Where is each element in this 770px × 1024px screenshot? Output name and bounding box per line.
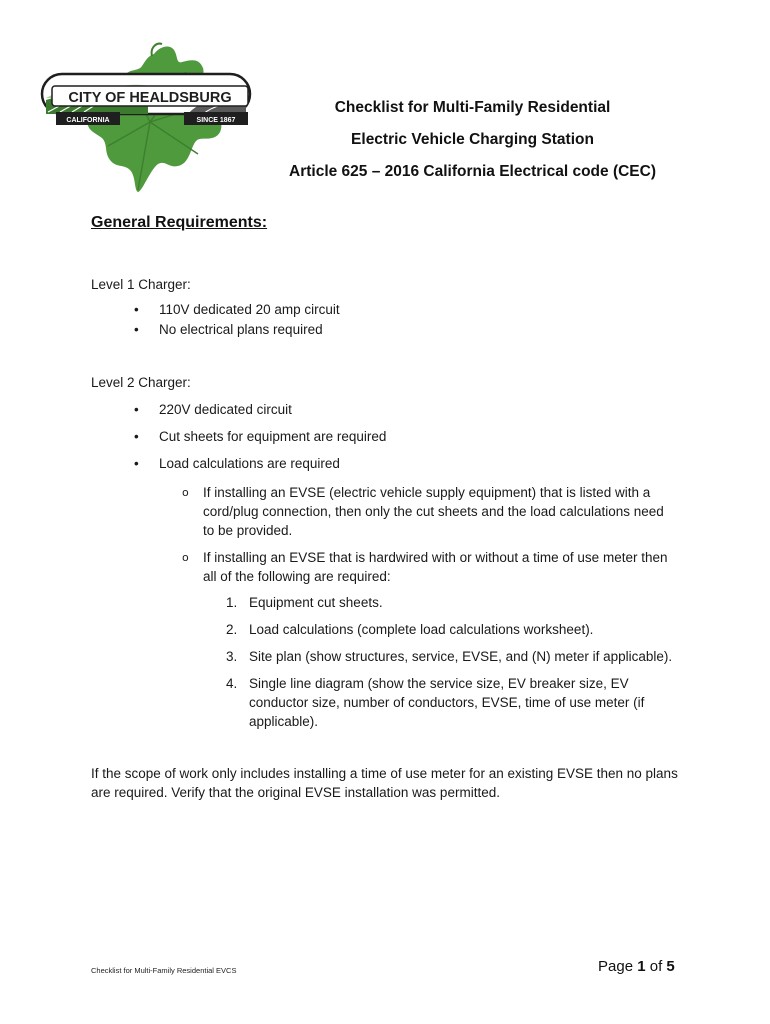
- numbered-item-1: [226, 593, 686, 612]
- sub-item-text: If installing an EVSE that is hardwired with or without a time of use meter then all of the following are required:: [203, 550, 668, 584]
- list-item: • No electrical plans required: [134, 320, 340, 340]
- sub-item-text: If installing an EVSE (electric vehicle supply equipment) that is listed with a cord/plug connection, then only the cut sheets and the load calculations need to be provided.: [203, 485, 664, 538]
- page-total: 5: [666, 958, 675, 975]
- title-line-1: Checklist for Multi-Family Residential: [334, 99, 611, 116]
- level2-list: [134, 400, 386, 473]
- page-word: Page: [598, 958, 634, 975]
- item-number: 4.: [226, 676, 238, 691]
- item-number: 3.: [226, 649, 238, 664]
- title-line-3: Article 625 – 2016 California Electrical code (CEC): [289, 163, 656, 180]
- list-item: • Load calculations are required: [134, 454, 386, 473]
- sub-item-hardwired: [182, 548, 672, 586]
- logo-california-text: CALIFORNIA: [66, 117, 110, 124]
- level1-label: Level 1 Charger:: [91, 277, 191, 292]
- sub-item-cord-plug: [182, 483, 672, 540]
- page-of-word: of: [649, 958, 663, 975]
- item-number: 2.: [226, 622, 238, 637]
- logo-city-name: CITY OF HEALDSBURG: [68, 90, 232, 106]
- page-current: 1: [637, 958, 646, 975]
- item-text: Single line diagram (show the service size, EV breaker size, EV conductor size, number of conductors, EVSE, time of use meter (if applicable).: [249, 676, 645, 729]
- sub-bullet-marker: o: [182, 486, 189, 499]
- section-heading: General Requirements:: [91, 214, 268, 231]
- city-of-healdsburg-logo: [38, 42, 263, 194]
- title-line-2: Electric Vehicle Charging Station: [351, 131, 594, 148]
- list-item: • Cut sheets for equipment are required: [134, 427, 386, 446]
- numbered-item-3: [226, 647, 686, 666]
- logo-since-text: SINCE 1867: [196, 117, 236, 124]
- numbered-item-4: [226, 674, 686, 731]
- item-text: Load calculations (complete load calculations worksheet).: [249, 622, 594, 637]
- document-title: [275, 92, 670, 188]
- closing-paragraph: If the scope of work only includes installing a time of use meter for an existing EVSE then no plans are required. Verify that the original EVSE installation was permitted.: [91, 766, 678, 800]
- list-item: • 220V dedicated circuit: [134, 400, 386, 419]
- page-number: [598, 958, 675, 975]
- sub-bullet-marker: o: [182, 551, 189, 564]
- level2-label: Level 2 Charger:: [91, 375, 191, 390]
- item-text: Site plan (show structures, service, EVSE, and (N) meter if applicable).: [249, 649, 673, 664]
- footer-document-name: Checklist for Multi-Family Residential EVCS: [91, 966, 237, 975]
- item-text: Equipment cut sheets.: [249, 595, 383, 610]
- list-item: • 110V dedicated 20 amp circuit: [134, 300, 340, 320]
- item-number: 1.: [226, 595, 238, 610]
- numbered-item-2: [226, 620, 686, 639]
- level1-list: [134, 300, 340, 340]
